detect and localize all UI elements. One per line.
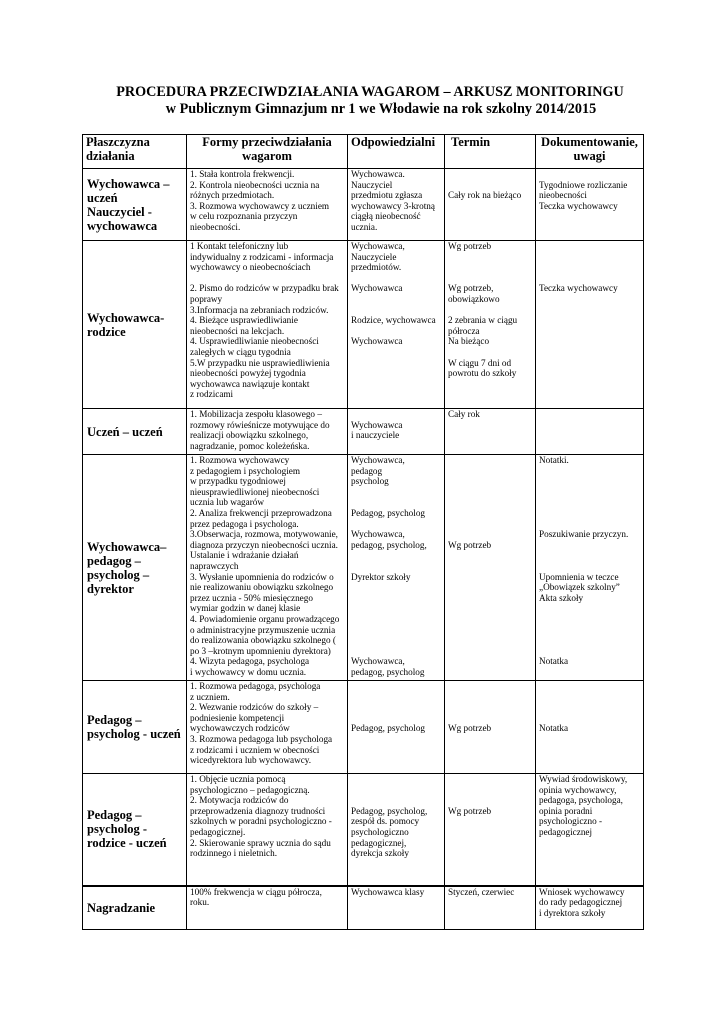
text-line: 3.Obserwacja, rozmowa, motywowanie,	[190, 529, 338, 540]
text-line: z pedagogiem i psychologiem	[190, 465, 300, 476]
text-line: Wychowawca,	[351, 529, 405, 540]
text-line	[351, 785, 441, 796]
text-line	[448, 692, 532, 703]
text-line	[448, 180, 532, 191]
text-line: 3. Rozmowa pedagoga lub psychologa	[190, 733, 333, 744]
text-line	[351, 519, 441, 530]
text-line: psychologiczno -	[539, 816, 603, 827]
text-line	[448, 169, 532, 180]
text-line: przedmiotów.	[351, 262, 402, 273]
text-line	[539, 519, 640, 530]
text-line	[448, 681, 532, 692]
text-line: nieobecności.	[190, 221, 241, 232]
text-line: Wg potrzeb	[448, 723, 492, 734]
text-line: pedagogicznej.	[190, 826, 246, 837]
text-line: 4. Usprawiedliwianie nieobecności	[190, 336, 319, 347]
forms-cell	[187, 169, 348, 241]
forms-cell	[187, 886, 348, 930]
term-cell	[445, 241, 536, 409]
text-line	[448, 519, 532, 530]
text-line	[351, 326, 441, 337]
text-line	[539, 252, 640, 263]
forms-cell	[187, 774, 348, 886]
text-line	[351, 550, 441, 561]
text-line	[539, 497, 640, 508]
text-line: psycholog	[351, 476, 389, 487]
text-line: psycholog –	[87, 567, 150, 582]
text-line	[351, 294, 441, 305]
text-line: półrocza	[448, 325, 480, 336]
text-line	[351, 603, 441, 614]
text-line	[448, 305, 532, 316]
text-line: Wychowawca –	[87, 176, 170, 191]
text-line: Uczeń – uczeń	[87, 424, 163, 439]
text-line: Akta szkoły	[539, 592, 584, 603]
text-line: dyrektor	[87, 581, 134, 596]
text-line: 5.W przypadku nie usprawiedliwienia	[190, 357, 330, 368]
text-line: rodzice	[87, 324, 126, 339]
table-row	[83, 774, 644, 886]
text-line: w celu rozpoznania przyczyn	[190, 211, 298, 222]
text-line: obowiązkowo	[448, 293, 500, 304]
term-cell	[445, 169, 536, 241]
text-line: psychologiczno – pedagogiczną.	[190, 784, 310, 795]
text-line: o administracyjne przymuszenie ucznia	[190, 624, 336, 635]
text-line: Tygodniowe rozliczanie	[539, 179, 628, 190]
text-line	[351, 625, 441, 636]
text-line: wychowawcy 3-krotną	[351, 200, 435, 211]
text-line: indywidualny z rodzicami - informacja	[190, 251, 334, 262]
term-cell	[445, 774, 536, 886]
text-line: 3. Wysłanie upomnienia do rodziców o	[190, 571, 334, 582]
table-row	[83, 241, 644, 409]
text-line: Wg potrzeb,	[448, 283, 494, 294]
responsible-cell	[348, 409, 445, 455]
text-line: z uczniem.	[190, 691, 230, 702]
text-line: pedagog, psycholog	[351, 666, 425, 677]
text-line: do rady pedagogicznej	[539, 897, 623, 908]
text-line: przez pedagoga i psychologa.	[190, 518, 299, 529]
text-line	[448, 795, 532, 806]
text-line: nieusprawiedliwionej nieobecności	[190, 486, 320, 497]
header-col-1: Płaszczyzna działania	[83, 135, 187, 169]
documentation-cell	[536, 169, 644, 241]
row-label	[83, 681, 187, 774]
text-line: Cały rok na bieżąco	[448, 190, 522, 201]
text-line: pedagog, psycholog,	[351, 539, 427, 550]
text-line: Pedagog –	[87, 808, 142, 823]
text-line	[539, 625, 640, 636]
text-line	[448, 273, 532, 284]
text-line: psychologiczno	[351, 826, 409, 837]
text-line: 1. Stała kontrola frekwencji.	[190, 169, 295, 179]
text-line	[448, 529, 532, 540]
text-line: przez ucznia - 50% miesięcznego	[190, 592, 313, 603]
header-row	[83, 135, 644, 169]
text-line	[448, 466, 532, 477]
text-line: ciągłą nieobecność	[351, 211, 421, 222]
text-line: Notatka	[539, 723, 569, 734]
row-label	[83, 455, 187, 681]
text-line	[190, 273, 344, 284]
text-line: i dyrektora szkoły	[539, 907, 606, 918]
text-line: w przypadku tygodniowej	[190, 476, 286, 487]
text-line	[539, 262, 640, 273]
text-line	[539, 702, 640, 713]
text-line	[448, 455, 532, 466]
text-line: Wychowawca–	[87, 539, 167, 554]
documentation-cell	[536, 409, 644, 455]
text-line: Nagradzanie	[87, 900, 156, 915]
text-line: różnych przedmiotach.	[190, 190, 275, 201]
text-line: 2. Pismo do rodziców w przypadku brak	[190, 283, 339, 294]
table-row	[83, 169, 644, 241]
row-label	[83, 169, 187, 241]
text-line: poprawy	[190, 293, 223, 304]
text-line: Wychowawca,	[351, 455, 405, 465]
forms-cell	[187, 455, 348, 681]
text-line: Wychowawca	[351, 336, 403, 347]
text-line	[351, 409, 441, 420]
text-line	[351, 795, 441, 806]
text-line: ucznia.	[351, 221, 378, 232]
text-line: 1. Objęcie ucznia pomocą	[190, 774, 286, 784]
text-line: zaległych w ciągu tygodnia	[190, 346, 291, 357]
text-line	[539, 603, 640, 614]
text-line	[539, 635, 640, 646]
text-line: wychowawca nawiązuje kontakt	[190, 378, 310, 389]
text-line: pedagog –	[87, 553, 141, 568]
documentation-cell	[536, 681, 644, 774]
text-line: 4. Bieżące usprawiedliwianie	[190, 315, 298, 326]
row-label	[83, 774, 187, 886]
text-line	[539, 550, 640, 561]
text-line: Wychowawca klasy	[351, 886, 425, 897]
text-line: rodzice - uczeń	[87, 836, 167, 851]
text-line: Wg potrzeb	[448, 241, 492, 251]
text-line: wychowawczych rodziców	[190, 723, 290, 734]
text-line: powrotu do szkoły	[448, 368, 517, 379]
table-row	[83, 409, 644, 455]
text-line: wymiar godzin w danej klasie	[190, 603, 301, 614]
text-line: Dyrektor szkoły	[351, 571, 411, 582]
text-line	[539, 466, 640, 477]
text-line: Notatka	[539, 656, 569, 667]
text-line: psycholog -	[87, 822, 148, 837]
text-line: przeprowadzenia diagnozy trudności	[190, 805, 326, 816]
text-line	[448, 487, 532, 498]
text-line	[351, 681, 441, 692]
text-line: nieobecności	[539, 190, 587, 201]
text-line: wicedyrektora lub wychowawcy.	[190, 755, 312, 766]
text-line: i nauczyciele	[351, 430, 400, 441]
text-line: Teczka wychowawcy	[539, 200, 618, 211]
text-line	[539, 614, 640, 625]
text-line: psycholog - uczeń	[87, 727, 181, 741]
text-line: 2. Motywacja rodziców do	[190, 795, 289, 806]
table-row	[83, 681, 644, 774]
text-line: 100% frekwencja w ciągu półrocza,	[190, 886, 322, 897]
text-line: 4. Powiadomienie organu prowadzącego	[190, 613, 340, 624]
row-label	[83, 241, 187, 409]
text-line: Nauczyciel	[351, 179, 393, 190]
title-line-1: PROCEDURA PRZECIWDZIAŁANIA WAGAROM – ARKUSZ MONITORINGU	[116, 84, 624, 100]
text-line: 3. Rozmowa wychowawcy z uczniem	[190, 200, 330, 211]
text-line	[448, 476, 532, 487]
text-line: pedagogicznej,	[351, 837, 407, 848]
text-line: Poszukiwanie przyczyn.	[539, 529, 629, 540]
text-line: 3.Informacja na zebraniach rodziców.	[190, 304, 329, 315]
text-line: Wychowawca,	[351, 656, 405, 667]
text-line: 2. Analiza frekwencji przeprowadzona	[190, 507, 332, 518]
text-line	[351, 774, 441, 785]
text-line: podniesienie kompetencji	[190, 712, 285, 723]
text-line	[448, 508, 532, 519]
text-line: wychowawca	[87, 218, 158, 233]
text-line: pedagogicznej	[539, 826, 593, 837]
text-line: rozmowy rówieśnicze motywujące do	[190, 419, 330, 430]
text-line: roku.	[190, 897, 210, 908]
text-line: Pedagog, psycholog,	[351, 805, 428, 816]
header-col-4: Termin	[445, 135, 536, 169]
text-line: uczeń	[87, 190, 118, 205]
text-line	[539, 508, 640, 519]
forms-cell	[187, 681, 348, 774]
text-line	[539, 169, 640, 180]
text-line: pedagog	[351, 465, 383, 476]
title-line-2: w Publicznym Gimnazjum nr 1 we Włodawie na rok szkolny 2014/2015	[165, 101, 597, 117]
text-line	[448, 785, 532, 796]
text-line	[351, 273, 441, 284]
text-line: Cały rok	[448, 409, 480, 419]
responsible-cell	[348, 681, 445, 774]
text-line: Styczeń, czerwiec	[448, 886, 515, 897]
text-line	[539, 476, 640, 487]
text-line: diagnoza przyczyn nieobecności ucznia.	[190, 539, 338, 550]
text-line	[448, 774, 532, 785]
text-line	[448, 713, 532, 724]
text-line	[539, 681, 640, 692]
text-line: 4. Wizyta pedagoga, psychologa	[190, 656, 310, 667]
text-line	[539, 273, 640, 284]
text-line: Nauczyciele	[351, 251, 397, 262]
term-cell	[445, 886, 536, 930]
text-line	[448, 252, 532, 263]
text-line: Wg potrzeb	[448, 539, 492, 550]
text-line: Ustalanie i wdrażanie działań	[190, 550, 299, 561]
text-line: rodzinnego i nieletnich.	[190, 848, 277, 859]
row-label	[83, 409, 187, 455]
text-line: przedmiotu zgłasza	[351, 190, 423, 201]
text-line: Wychowawca,	[351, 241, 405, 251]
text-line: opinia poradni	[539, 805, 593, 816]
header-col-5: Dokumentowanie, uwagi	[536, 135, 644, 169]
text-line: 1. Rozmowa wychowawcy	[190, 455, 290, 465]
text-line	[351, 713, 441, 724]
text-line	[351, 582, 441, 593]
text-line	[351, 487, 441, 498]
text-line: realizacji obowiązku szkolnego,	[190, 430, 309, 441]
text-line: 2. Kontrola nieobecności ucznia na	[190, 179, 320, 190]
text-line: Nauczyciel -	[87, 204, 152, 219]
header-col-3: Odpowiedzialni	[348, 135, 445, 169]
text-line	[539, 561, 640, 572]
text-line: opinia wychowawcy,	[539, 784, 617, 795]
text-line	[539, 241, 640, 252]
text-line: ucznia lub wagarów	[190, 497, 264, 508]
text-line: Wychowawca-	[87, 310, 165, 325]
responsible-cell	[348, 886, 445, 930]
text-line: 1 Kontakt telefoniczny lub	[190, 241, 289, 251]
responsible-cell	[348, 241, 445, 409]
text-line: dyrekcja szkoły	[351, 848, 409, 859]
text-line	[351, 305, 441, 316]
text-line: Wg potrzeb	[448, 805, 492, 816]
text-line: wychowawcy o nieobecnościach	[190, 262, 311, 273]
text-line: nie realizowaniu obowiązku szkolnego	[190, 582, 334, 593]
text-line: Pedagog –	[87, 713, 142, 727]
documentation-cell	[536, 774, 644, 886]
table-row	[83, 886, 644, 930]
text-line: 2. Skierowanie sprawy ucznia do sądu	[190, 837, 331, 848]
text-line	[351, 692, 441, 703]
text-line	[448, 497, 532, 508]
text-line	[351, 702, 441, 713]
text-line: 1. Rozmowa pedagoga, psychologa	[190, 681, 321, 691]
documentation-cell	[536, 455, 644, 681]
text-line	[351, 646, 441, 657]
text-line: Wychowawca	[351, 283, 403, 294]
text-line: Teczka wychowawcy	[539, 283, 618, 294]
text-line: nagradzanie, pomoc koleżeńska.	[190, 440, 310, 451]
text-line: Upomnienia w teczce	[539, 571, 619, 582]
text-line: „Obowiązek szkolny”	[539, 582, 620, 593]
text-line	[351, 497, 441, 508]
text-line: Wywiad środowiskowy,	[539, 774, 628, 784]
text-line: nieobecności na lekcjach.	[190, 325, 285, 336]
text-line	[539, 487, 640, 498]
text-line	[351, 614, 441, 625]
text-line	[351, 561, 441, 572]
text-line: Rodzice, wychowawca	[351, 315, 436, 326]
text-line: szkolnych w poradni psychologiczno -	[190, 816, 332, 827]
text-line: zespół ds. pomocy	[351, 816, 420, 827]
responsible-cell	[348, 455, 445, 681]
text-line	[448, 347, 532, 358]
text-line: Pedagog, psycholog	[351, 507, 426, 518]
text-line: Wniosek wychowawcy	[539, 886, 625, 897]
responsible-cell	[348, 169, 445, 241]
term-cell	[445, 455, 536, 681]
text-line: naprawczych	[190, 560, 239, 571]
text-line	[539, 692, 640, 703]
text-line: 2 zebrania w ciągu	[448, 315, 518, 326]
text-line: i wychowawcy w domu ucznia.	[190, 666, 307, 677]
text-line: z rodzicami i uczniem w obecności	[190, 744, 320, 755]
term-cell	[445, 681, 536, 774]
document-title	[60, 84, 680, 118]
text-line	[539, 540, 640, 551]
responsible-cell	[348, 774, 445, 886]
text-line: 2. Wezwanie rodziców do szkoły –	[190, 702, 319, 713]
text-line: nieobecności powyżej tygodnia	[190, 368, 306, 379]
text-line: 1. Mobilizacja zespołu klasowego –	[190, 409, 322, 419]
text-line: po 3 –krotnym upomnieniu dyrektora)	[190, 645, 331, 656]
text-line: Pedagog, psycholog	[351, 723, 426, 734]
forms-cell	[187, 409, 348, 455]
text-line	[448, 262, 532, 273]
text-line: do realizowania obowiązku szkolnego (	[190, 635, 336, 646]
forms-cell	[187, 241, 348, 409]
text-line	[539, 713, 640, 724]
header-col-2: Formy przeciwdziałania wagarom	[187, 135, 348, 169]
text-line	[351, 635, 441, 646]
documentation-cell	[536, 241, 644, 409]
monitoring-table	[82, 134, 644, 930]
text-line	[351, 593, 441, 604]
text-line: W ciągu 7 dni od	[448, 357, 512, 368]
text-line	[448, 702, 532, 713]
text-line: Na bieżąco	[448, 336, 490, 347]
text-line: Wychowawca.	[351, 169, 405, 179]
text-line	[539, 646, 640, 657]
text-line: pedagoga, psychologa,	[539, 795, 623, 806]
documentation-cell	[536, 886, 644, 930]
text-line: z rodzicami	[190, 389, 234, 400]
term-cell	[445, 409, 536, 455]
table-row	[83, 455, 644, 681]
text-line: Notatki.	[539, 455, 569, 465]
row-label	[83, 886, 187, 930]
text-line: Wychowawca	[351, 419, 403, 430]
